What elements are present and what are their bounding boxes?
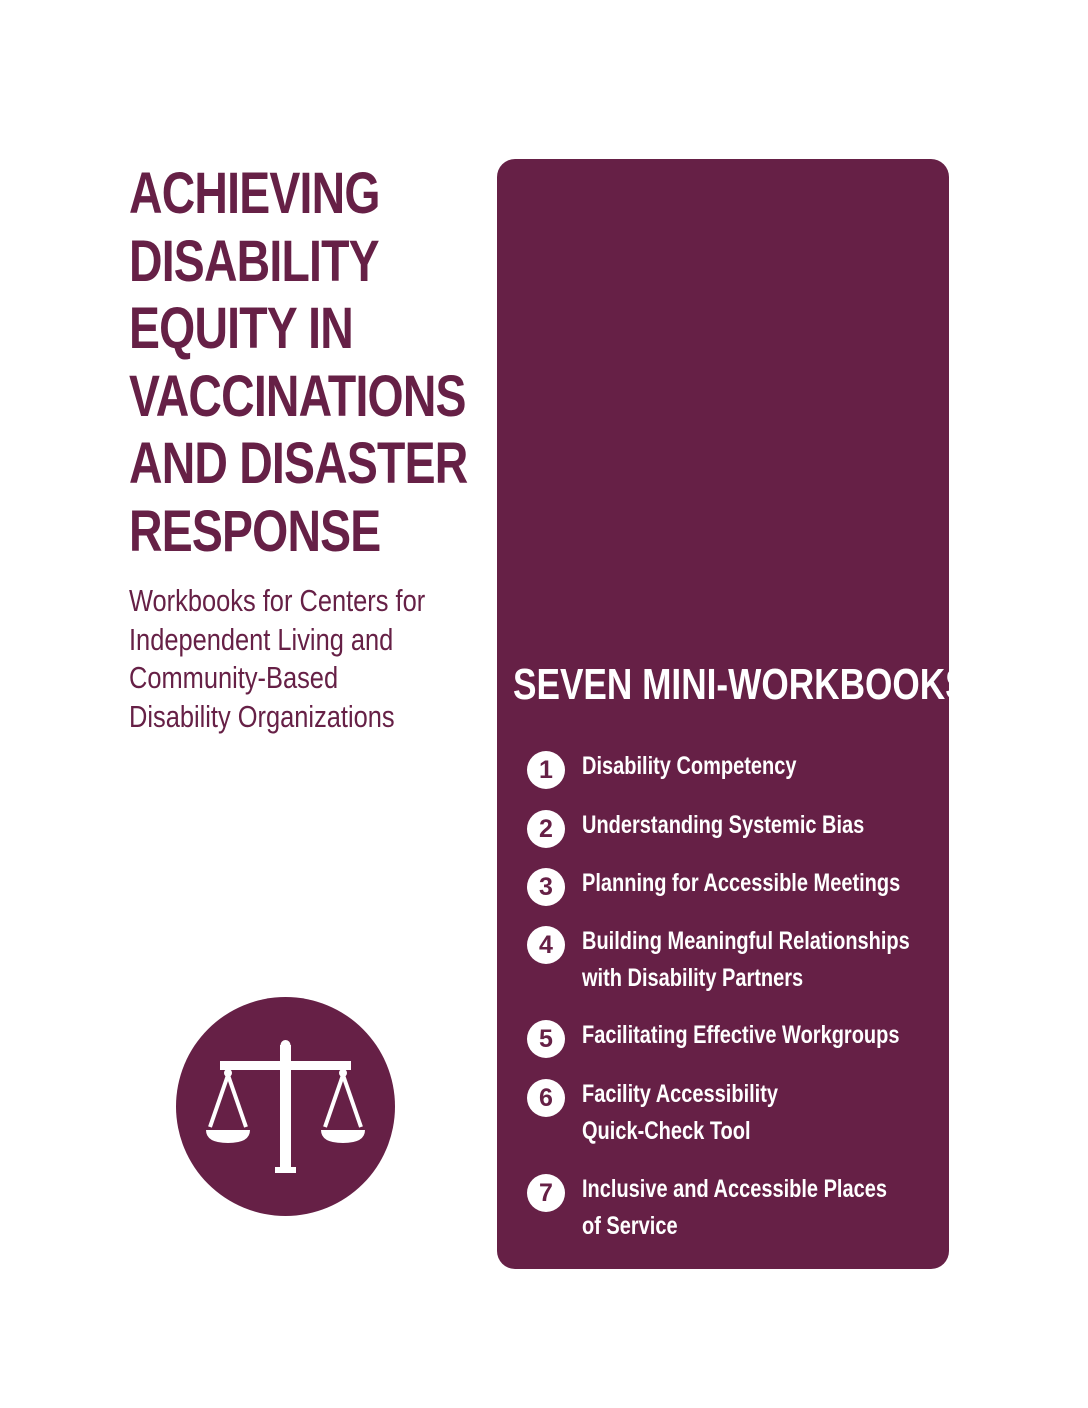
subtitle-line: Disability Organizations bbox=[129, 698, 395, 734]
title-line: AND DISASTER bbox=[129, 431, 468, 496]
title-line: DISABILITY bbox=[129, 228, 379, 294]
number-badge: 6 bbox=[527, 1079, 565, 1117]
number-badge: 7 bbox=[527, 1174, 565, 1212]
cover-subtitle bbox=[129, 582, 457, 736]
workbook-title: Facility Accessibility Quick-Check Tool bbox=[582, 1080, 779, 1145]
title-line: VACCINATIONS bbox=[129, 363, 466, 429]
workbook-title: Disability Competency bbox=[582, 752, 797, 780]
subtitle-line: Workbooks for Centers for bbox=[129, 583, 426, 618]
workbooks-panel bbox=[497, 159, 969, 1269]
workbook-title: Inclusive and Accessible Places of Service bbox=[582, 1175, 887, 1240]
number-badge: 4 bbox=[527, 926, 565, 964]
number-badge: 5 bbox=[527, 1020, 565, 1058]
workbook-title: Understanding Systemic Bias bbox=[582, 811, 865, 839]
number-badge: 1 bbox=[527, 751, 565, 789]
title-line: ACHIEVING bbox=[129, 161, 380, 226]
subtitle-line: Independent Living and bbox=[129, 621, 394, 657]
workbook-title: Planning for Accessible Meetings bbox=[582, 869, 901, 897]
subtitle-line: Community-Based bbox=[129, 660, 339, 695]
scales-of-justice-icon bbox=[176, 997, 395, 1216]
scales-emblem bbox=[176, 997, 395, 1216]
title-line: EQUITY IN bbox=[129, 296, 353, 361]
cover-title bbox=[129, 160, 468, 565]
number-badge: 3 bbox=[527, 868, 565, 906]
workbook-title: Facilitating Effective Workgroups bbox=[582, 1021, 900, 1049]
panel-heading: SEVEN MINI-WORKBOOKS bbox=[513, 660, 969, 709]
number-badge: 2 bbox=[527, 810, 565, 848]
workbook-title: Building Meaningful Relationships with Disability Partners bbox=[582, 927, 910, 992]
title-line: RESPONSE bbox=[129, 498, 381, 564]
